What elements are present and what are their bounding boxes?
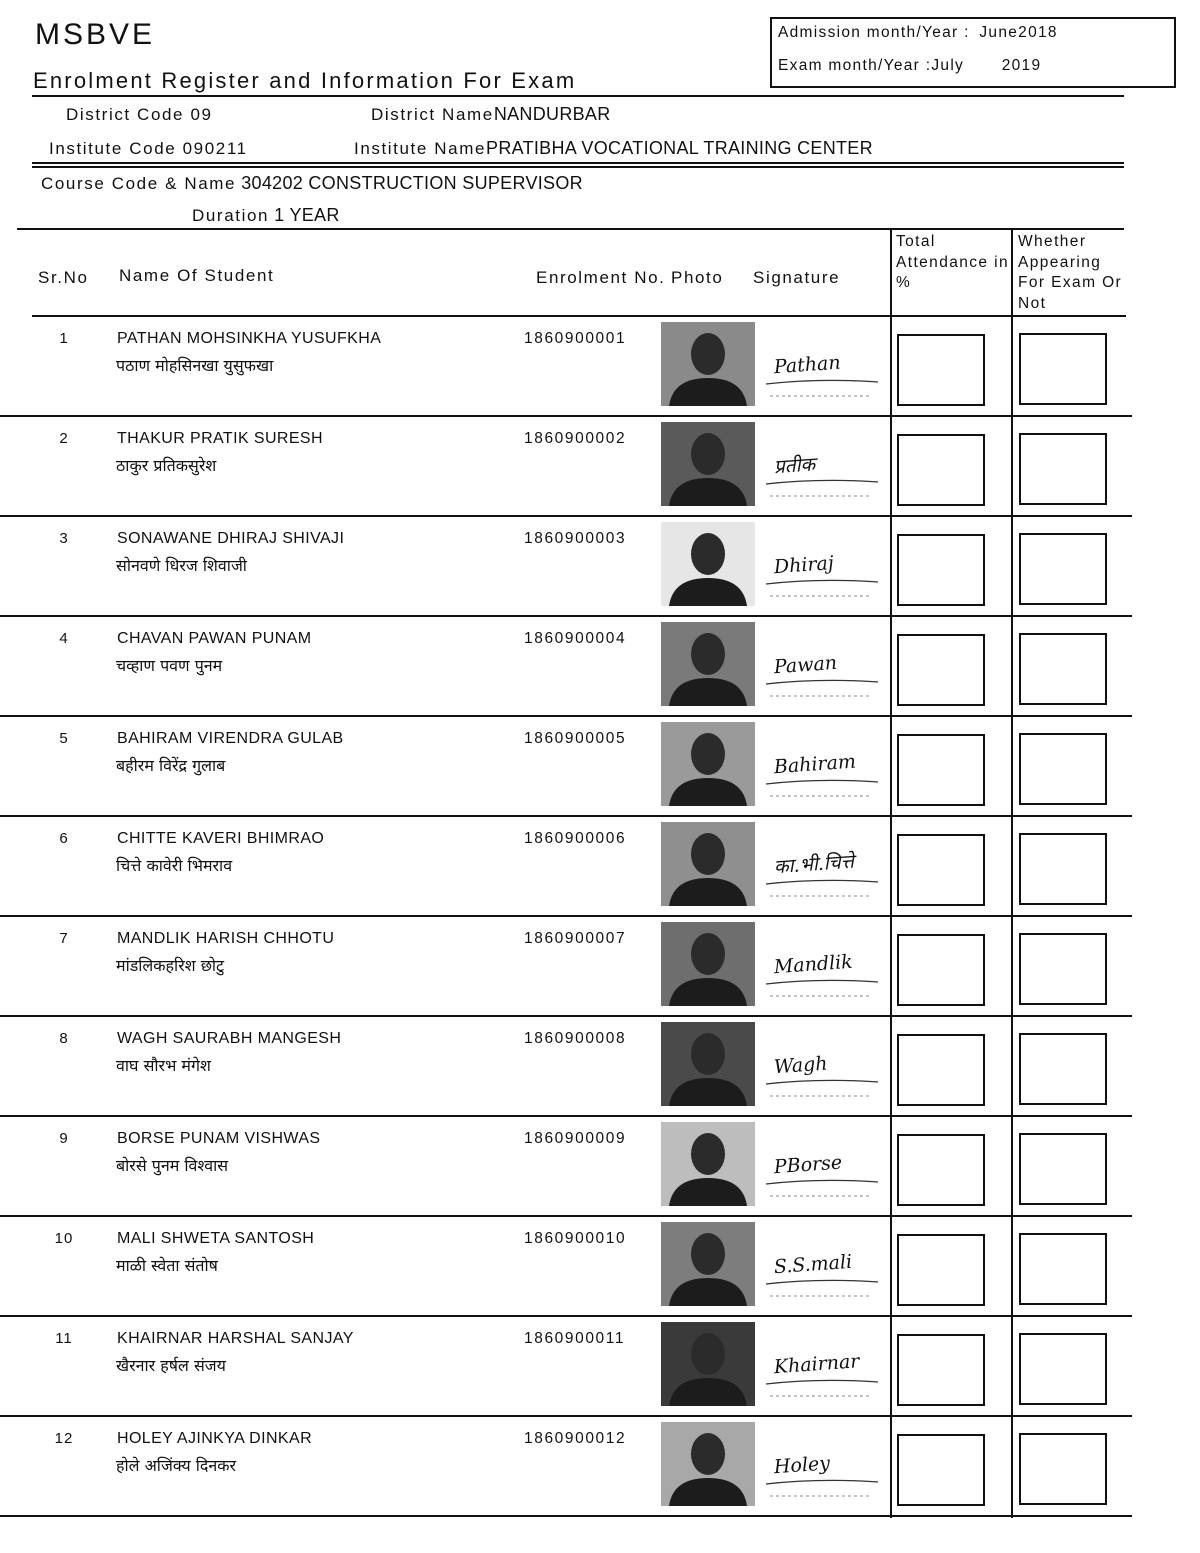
student-name-marathi: सोनवणे धिरज शिवाजी bbox=[116, 556, 247, 575]
divider-2 bbox=[32, 166, 1124, 168]
attendance-box[interactable] bbox=[897, 1434, 985, 1506]
student-photo bbox=[661, 1322, 755, 1406]
enrolment-number: 1860900010 bbox=[524, 1230, 627, 1247]
attendance-box[interactable] bbox=[897, 934, 985, 1006]
student-name-english: CHITTE KAVERI BHIMRAO bbox=[117, 830, 325, 847]
student-photo bbox=[661, 822, 755, 906]
serial-number: 3 bbox=[59, 530, 69, 547]
enrolment-number: 1860900003 bbox=[524, 530, 627, 547]
col-header-attendance: Total Attendance in % bbox=[896, 233, 1009, 291]
enrolment-number: 1860900012 bbox=[524, 1430, 627, 1447]
student-signature bbox=[760, 1226, 882, 1304]
student-name-marathi: माळी स्वेता संतोष bbox=[116, 1256, 218, 1275]
photo-silhouette bbox=[661, 1322, 755, 1406]
district-code-value: 09 bbox=[190, 105, 213, 124]
student-signature bbox=[760, 726, 882, 804]
serial-number: 4 bbox=[59, 630, 69, 647]
enrolment-number: 1860900006 bbox=[524, 830, 627, 847]
student-name-english: THAKUR PRATIK SURESH bbox=[117, 430, 323, 447]
attendance-box[interactable] bbox=[897, 734, 985, 806]
signature-text: Pathan bbox=[773, 351, 842, 379]
appearing-box[interactable] bbox=[1019, 1033, 1107, 1105]
serial-number: 7 bbox=[59, 930, 69, 947]
signature-mark bbox=[760, 626, 882, 704]
signature-mark bbox=[760, 826, 882, 904]
signature-mark bbox=[760, 526, 882, 604]
signature-text: का.भी.चित्ते bbox=[773, 850, 855, 879]
signature-mark bbox=[760, 326, 882, 404]
district-name bbox=[371, 104, 611, 125]
student-name-english: SONAWANE DHIRAJ SHIVAJI bbox=[117, 530, 345, 547]
student-name-marathi: वाघ सौरभ मंगेश bbox=[116, 1056, 211, 1075]
attendance-box[interactable] bbox=[897, 434, 985, 506]
student-photo bbox=[661, 522, 755, 606]
institute-code-value: 090211 bbox=[182, 139, 248, 158]
district-name-label: District Name bbox=[371, 105, 494, 124]
signature-mark bbox=[760, 926, 882, 1004]
photo-silhouette bbox=[661, 1022, 755, 1106]
student-signature bbox=[760, 826, 882, 904]
enrolment-number: 1860900004 bbox=[524, 630, 627, 647]
institute-name bbox=[354, 138, 873, 159]
admission-box bbox=[770, 17, 1176, 88]
student-name-marathi: चित्ते कावेरी भिमराव bbox=[116, 856, 233, 875]
attendance-box[interactable] bbox=[897, 334, 985, 406]
signature-text: S.S.mali bbox=[773, 1250, 853, 1279]
table-row bbox=[0, 1316, 1200, 1416]
student-photo bbox=[661, 1122, 755, 1206]
enrolment-number: 1860900001 bbox=[524, 330, 627, 347]
table-row bbox=[0, 616, 1200, 716]
photo-silhouette bbox=[661, 622, 755, 706]
enrolment-number: 1860900009 bbox=[524, 1130, 627, 1147]
student-name-marathi: पठाण मोहसिनखा युसुफखा bbox=[116, 356, 274, 375]
photo-silhouette bbox=[661, 322, 755, 406]
student-name-marathi: मांडलिकहरिश छोटु bbox=[116, 956, 225, 975]
exam-year: 2019 bbox=[1001, 57, 1042, 74]
table-row bbox=[0, 916, 1200, 1016]
col-header-appearing: Whether Appearing For Exam Or Not bbox=[1018, 233, 1123, 312]
district-code-label: District Code bbox=[66, 105, 185, 124]
appearing-box[interactable] bbox=[1019, 833, 1107, 905]
student-photo bbox=[661, 422, 755, 506]
enrolment-number: 1860900002 bbox=[524, 430, 627, 447]
institute-code-label: Institute Code bbox=[49, 139, 177, 158]
student-signature bbox=[760, 426, 882, 504]
signature-mark bbox=[760, 426, 882, 504]
student-name-english: CHAVAN PAWAN PUNAM bbox=[117, 630, 312, 647]
photo-silhouette bbox=[661, 422, 755, 506]
appearing-box[interactable] bbox=[1019, 333, 1107, 405]
student-signature bbox=[760, 326, 882, 404]
serial-number: 8 bbox=[59, 1030, 69, 1047]
student-name-marathi: चव्हाण पवण पुनम bbox=[116, 656, 223, 675]
table-row bbox=[0, 1216, 1200, 1316]
course-label: Course Code & Name bbox=[41, 174, 237, 193]
enrolment-number: 1860900011 bbox=[524, 1330, 626, 1347]
attendance-box[interactable] bbox=[897, 534, 985, 606]
signature-text: Holey bbox=[773, 1452, 831, 1479]
serial-number: 9 bbox=[59, 1130, 69, 1147]
signature-text: Khairnar bbox=[773, 1350, 861, 1379]
enrolment-number: 1860900008 bbox=[524, 1030, 627, 1047]
appearing-box[interactable] bbox=[1019, 533, 1107, 605]
course-value: 304202 CONSTRUCTION SUPERVISOR bbox=[241, 173, 583, 193]
table-row bbox=[0, 816, 1200, 916]
serial-number: 2 bbox=[59, 430, 69, 447]
appearing-box[interactable] bbox=[1019, 1133, 1107, 1205]
course bbox=[41, 173, 583, 194]
signature-text: Pawan bbox=[773, 651, 838, 679]
exam-line bbox=[778, 57, 1041, 75]
student-name-marathi: खैरनार हर्षल संजय bbox=[116, 1356, 226, 1375]
table-row bbox=[0, 1416, 1200, 1516]
signature-mark bbox=[760, 1026, 882, 1104]
student-name-marathi: ठाकुर प्रतिकसुरेश bbox=[116, 456, 217, 475]
col-header-enrolment: Enrolment No. bbox=[536, 268, 666, 287]
serial-number: 6 bbox=[59, 830, 69, 847]
district-code bbox=[66, 105, 213, 125]
student-signature bbox=[760, 526, 882, 604]
serial-number: 10 bbox=[54, 1230, 74, 1247]
student-signature bbox=[760, 626, 882, 704]
student-photo bbox=[661, 722, 755, 806]
table-top-rule bbox=[17, 228, 1124, 230]
signature-mark bbox=[760, 1126, 882, 1204]
student-photo bbox=[661, 1222, 755, 1306]
student-photo bbox=[661, 1022, 755, 1106]
student-name-english: BORSE PUNAM VISHWAS bbox=[117, 1130, 321, 1147]
enrolment-number: 1860900005 bbox=[524, 730, 627, 747]
serial-number: 12 bbox=[54, 1430, 74, 1447]
appearing-box[interactable] bbox=[1019, 1333, 1107, 1405]
attendance-box[interactable] bbox=[897, 634, 985, 706]
attendance-box[interactable] bbox=[897, 1034, 985, 1106]
document-title: Enrolment Register and Information For Exam bbox=[33, 68, 577, 93]
photo-silhouette bbox=[661, 1122, 755, 1206]
org-name: MSBVE bbox=[35, 18, 156, 51]
signature-text: प्रतीक bbox=[773, 453, 816, 479]
photo-silhouette bbox=[661, 822, 755, 906]
table-row bbox=[0, 316, 1200, 416]
enrolment-number: 1860900007 bbox=[524, 930, 627, 947]
photo-silhouette bbox=[661, 1422, 755, 1506]
institute-name-value: PRATIBHA VOCATIONAL TRAINING CENTER bbox=[486, 138, 873, 158]
col-header-signature: Signature bbox=[753, 268, 841, 287]
student-photo bbox=[661, 322, 755, 406]
duration-value: 1 YEAR bbox=[274, 205, 340, 225]
exam-label: Exam month/Year : bbox=[778, 57, 932, 74]
student-name-english: MALI SHWETA SANTOSH bbox=[117, 1230, 315, 1247]
table-row bbox=[0, 1116, 1200, 1216]
appearing-box[interactable] bbox=[1019, 733, 1107, 805]
student-name-english: BAHIRAM VIRENDRA GULAB bbox=[117, 730, 344, 747]
title-underline bbox=[32, 95, 1124, 97]
institute-name-label: Institute Name bbox=[354, 139, 487, 158]
student-signature bbox=[760, 926, 882, 1004]
student-signature bbox=[760, 1426, 882, 1504]
serial-number: 1 bbox=[59, 330, 69, 347]
attendance-box[interactable] bbox=[897, 1134, 985, 1206]
institute-code bbox=[49, 139, 248, 159]
admission-value: June2018 bbox=[979, 24, 1058, 41]
student-photo bbox=[661, 622, 755, 706]
appearing-box[interactable] bbox=[1019, 633, 1107, 705]
appearing-box[interactable] bbox=[1019, 933, 1107, 1005]
serial-number: 11 bbox=[55, 1330, 73, 1347]
photo-silhouette bbox=[661, 522, 755, 606]
student-signature bbox=[760, 1126, 882, 1204]
table-row bbox=[0, 716, 1200, 816]
student-name-marathi: बहीरम विरेंद्र गुलाब bbox=[116, 756, 226, 775]
photo-silhouette bbox=[661, 922, 755, 1006]
table-row bbox=[0, 416, 1200, 516]
appearing-box[interactable] bbox=[1019, 1233, 1107, 1305]
exam-month: July bbox=[931, 57, 965, 74]
student-signature bbox=[760, 1026, 882, 1104]
signature-text: PBorse bbox=[773, 1151, 843, 1179]
serial-number: 5 bbox=[59, 730, 69, 747]
signature-text: Wagh bbox=[773, 1052, 829, 1079]
signature-text: Dhiraj bbox=[773, 552, 835, 579]
signature-text: Bahiram bbox=[773, 750, 857, 779]
admission-label: Admission month/Year : bbox=[778, 24, 970, 41]
col-header-name: Name Of Student bbox=[119, 266, 275, 285]
student-name-english: MANDLIK HARISH CHHOTU bbox=[117, 930, 335, 947]
student-name-marathi: होले अजिंक्य दिनकर bbox=[116, 1456, 237, 1475]
student-name-english: KHAIRNAR HARSHAL SANJAY bbox=[117, 1330, 354, 1347]
student-signature bbox=[760, 1326, 882, 1404]
col-header-srno: Sr.No bbox=[38, 268, 89, 287]
attendance-box[interactable] bbox=[897, 834, 985, 906]
duration bbox=[192, 205, 340, 226]
student-photo bbox=[661, 922, 755, 1006]
signature-text: Mandlik bbox=[773, 950, 854, 979]
attendance-box[interactable] bbox=[897, 1234, 985, 1306]
student-photo bbox=[661, 1422, 755, 1506]
divider-1 bbox=[32, 162, 1124, 164]
photo-silhouette bbox=[661, 1222, 755, 1306]
appearing-box[interactable] bbox=[1019, 1433, 1107, 1505]
signature-mark bbox=[760, 1226, 882, 1304]
admission-line bbox=[778, 24, 1058, 42]
table-row bbox=[0, 1016, 1200, 1116]
district-name-value: NANDURBAR bbox=[493, 104, 611, 124]
attendance-box[interactable] bbox=[897, 1334, 985, 1406]
col-header-photo: Photo bbox=[671, 268, 724, 287]
photo-silhouette bbox=[661, 722, 755, 806]
row-divider bbox=[0, 1515, 1132, 1517]
student-name-english: PATHAN MOHSINKHA YUSUFKHA bbox=[117, 330, 382, 347]
duration-label: Duration bbox=[192, 206, 270, 225]
student-name-english: HOLEY AJINKYA DINKAR bbox=[117, 1430, 313, 1447]
signature-mark bbox=[760, 1426, 882, 1504]
signature-mark bbox=[760, 1326, 882, 1404]
student-name-marathi: बोरसे पुनम विश्वास bbox=[116, 1156, 229, 1175]
student-name-english: WAGH SAURABH MANGESH bbox=[117, 1030, 342, 1047]
table-row bbox=[0, 516, 1200, 616]
signature-mark bbox=[760, 726, 882, 804]
appearing-box[interactable] bbox=[1019, 433, 1107, 505]
